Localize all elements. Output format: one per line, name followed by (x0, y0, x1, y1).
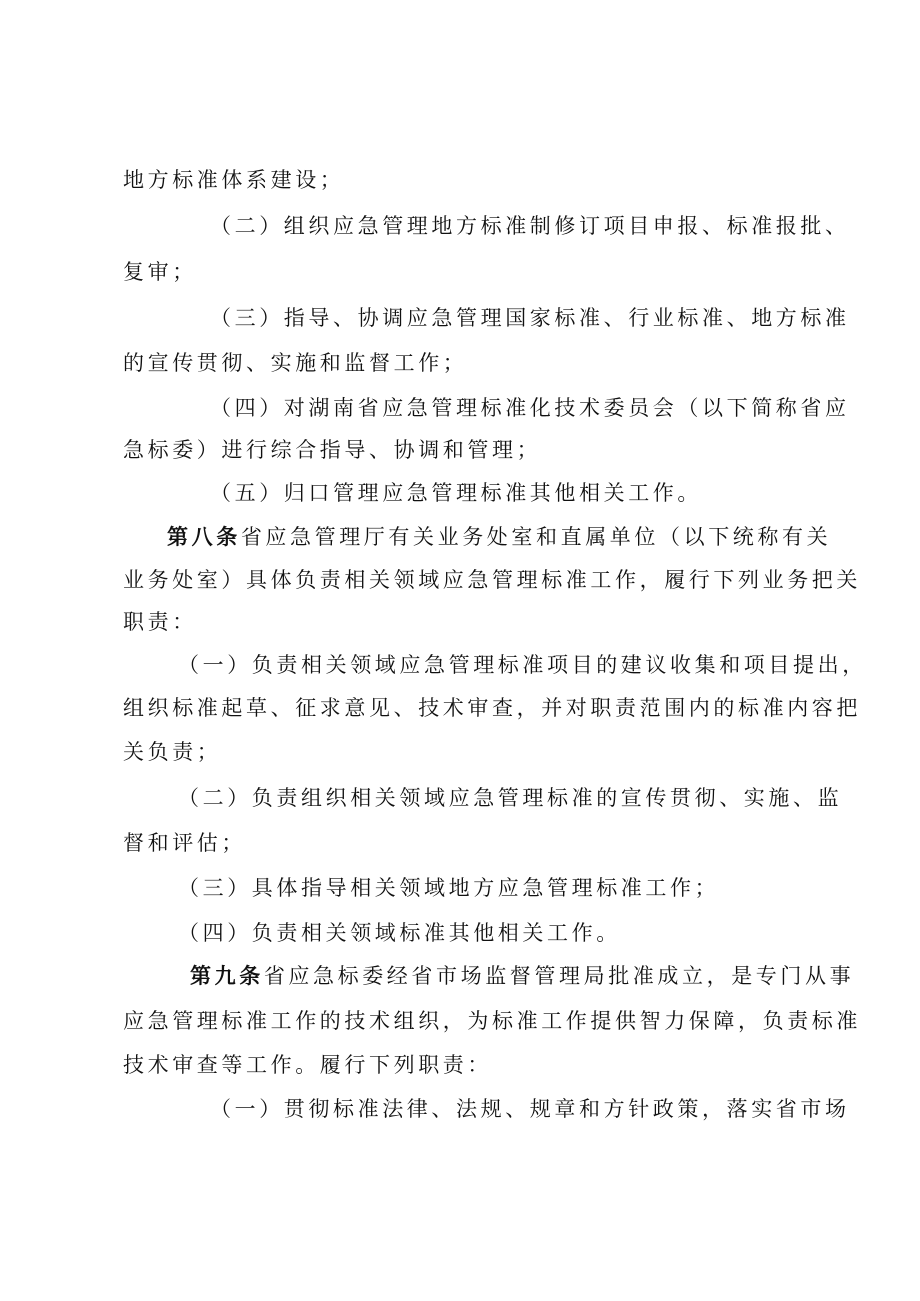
text-line: （二）负责组织相关领域应急管理标准的宣传贯彻、实施、监 (178, 786, 843, 810)
article-8-heading: 第八条 (167, 525, 241, 549)
text-line: 应急管理标准工作的技术组织，为标准工作提供智力保障，负责标准 (123, 1009, 861, 1033)
text-line: 急标委）进行综合指导、协调和管理； (123, 438, 542, 462)
text-line: 技术审查等工作。履行下列职责： (123, 1053, 492, 1077)
text-line: （三）具体指导相关领域地方应急管理标准工作； (178, 876, 720, 900)
text-line: 复审； (123, 260, 197, 284)
text-line: 省应急管理厅有关业务处室和直属单位（以下统称有关 (240, 525, 832, 549)
text-line: 督和评估； (123, 831, 246, 855)
article-8-paragraph-start (167, 522, 832, 552)
text-line: （四）负责相关领域标准其他相关工作。 (178, 921, 621, 945)
text-line: （一）贯彻标准法律、法规、规章和方针政策，落实省市场 (210, 1097, 850, 1121)
article-9-paragraph-start (190, 961, 855, 991)
text-line: 省应急标委经省市场监督管理局批准成立，是专门从事 (263, 964, 855, 988)
article-9-heading: 第九条 (190, 964, 264, 988)
text-line: 组织标准起草、征求意见、技术审查，并对职责范围内的标准内容把 (123, 696, 861, 720)
text-line: 业务处室）具体负责相关领域应急管理标准工作，履行下列业务把关 (123, 568, 861, 592)
text-line: （四）对湖南省应急管理标准化技术委员会（以下简称省应 (210, 396, 850, 420)
text-line: （五）归口管理应急管理标准其他相关工作。 (210, 481, 702, 505)
text-line: 职责： (123, 610, 197, 634)
text-line: 关负责； (123, 740, 222, 764)
text-line: （三）指导、协调应急管理国家标准、行业标准、地方标准 (210, 306, 850, 330)
text-line: （二）组织应急管理地方标准制修订项目申报、标准报批、 (210, 214, 850, 238)
text-line: 地方标准体系建设； (123, 168, 345, 192)
text-line: （一）负责相关领域应急管理标准项目的建议收集和项目提出， (178, 653, 867, 677)
text-line: 的宣传贯彻、实施和监督工作； (123, 351, 468, 375)
